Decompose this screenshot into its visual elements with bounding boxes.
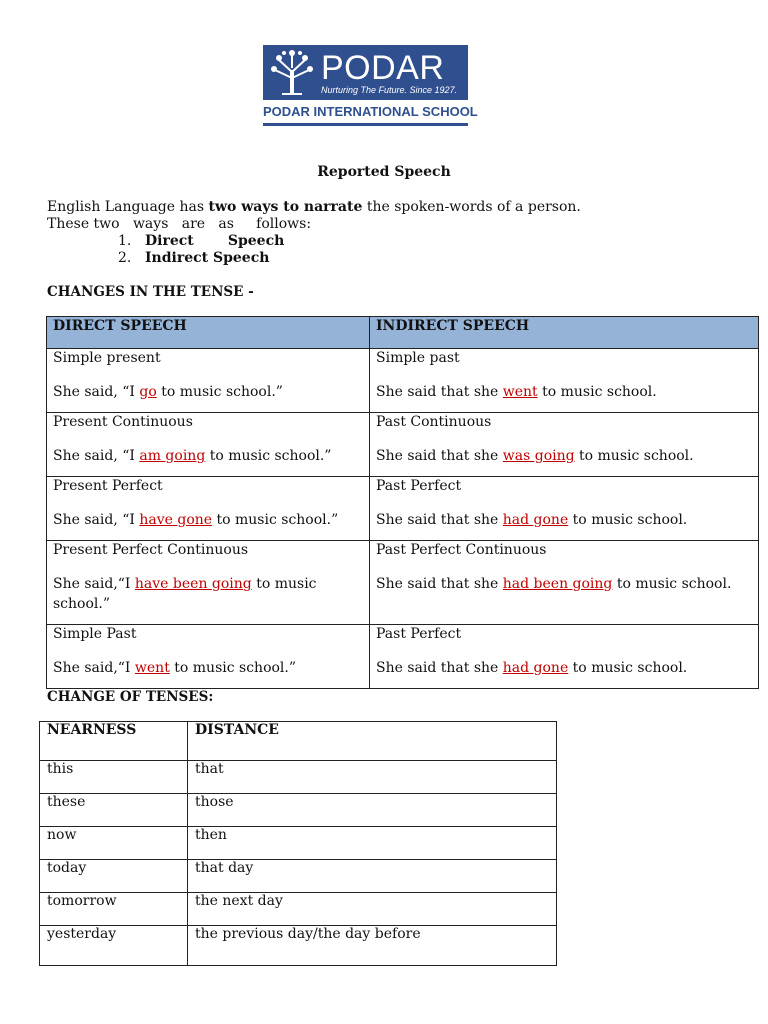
sentence-start: She said that she (376, 512, 503, 528)
tense-label: Simple present (53, 350, 161, 366)
highlighted-verb: had gone (502, 660, 569, 676)
example-sentence (53, 658, 363, 678)
direct-cell (47, 477, 370, 541)
intro-line-1 (47, 199, 581, 215)
direct-cell (47, 413, 370, 477)
direct-cell (47, 541, 370, 625)
example-sentence (376, 510, 752, 530)
highlighted-verb: go (139, 384, 157, 400)
header-nearness: NEARNESS (40, 722, 188, 761)
intro-line-2: These two ways are as follows: (47, 216, 312, 232)
nearness-cell: these (40, 794, 188, 827)
intro-bold-text: two ways to narrate (208, 199, 363, 215)
direct-cell (47, 349, 370, 413)
logo-underline (263, 123, 468, 126)
nearness-cell: tomorrow (40, 893, 188, 926)
distance-cell: that (188, 761, 557, 794)
intro-text-end: the spoken-words of a person. (362, 199, 581, 215)
highlighted-verb: have been going (134, 576, 252, 592)
header-indirect-speech: INDIRECT SPEECH (370, 317, 759, 349)
tense-label: Past Perfect Continuous (376, 542, 547, 558)
list-number: 1. (118, 233, 132, 249)
table-row (40, 794, 557, 827)
table-row (40, 926, 557, 966)
distance-cell: that day (188, 860, 557, 893)
header-distance: DISTANCE (188, 722, 557, 761)
list-item-indirect-speech: Indirect Speech (145, 250, 270, 266)
table-header-row (47, 317, 759, 349)
podar-logo (263, 45, 478, 127)
sentence-start: She said that she (376, 660, 503, 676)
distance-cell: the next day (188, 893, 557, 926)
tense-label: Present Continuous (53, 414, 193, 430)
sentence-end: to music school.” (212, 512, 339, 528)
sentence-start: She said, “I (53, 512, 140, 528)
table-header-row (40, 722, 557, 761)
example-sentence (53, 382, 363, 402)
brand-tagline: Nurturing The Future. Since 1927. (321, 85, 458, 95)
table-row (47, 625, 759, 689)
highlighted-verb: had gone (502, 512, 569, 528)
sentence-end: to music school. (568, 512, 688, 528)
table-row (47, 477, 759, 541)
intro-text: English Language has (47, 199, 209, 215)
indirect-cell (370, 541, 759, 625)
indirect-cell (370, 477, 759, 541)
nearness-cell: this (40, 761, 188, 794)
sentence-start: She said,“I (53, 660, 135, 676)
table-row (47, 541, 759, 625)
tree-icon (267, 48, 317, 97)
highlighted-verb: went (134, 660, 170, 676)
sentence-end: to music school.” (53, 576, 317, 612)
page-title: Reported Speech (317, 164, 451, 180)
example-sentence (376, 382, 752, 402)
highlighted-verb: am going (139, 448, 206, 464)
distance-cell: those (188, 794, 557, 827)
tense-label: Past Perfect (376, 626, 462, 642)
sentence-end: to music school.” (205, 448, 332, 464)
sentence-start: She said that she (376, 576, 503, 592)
tense-table (46, 316, 759, 689)
tense-heading: CHANGES IN THE TENSE - (47, 284, 254, 300)
tense-label: Present Perfect (53, 478, 163, 494)
distance-cell: then (188, 827, 557, 860)
sentence-end: to music school.” (156, 384, 283, 400)
sentence-start: She said, “I (53, 448, 140, 464)
sentence-end: to music school. (574, 448, 694, 464)
nearness-cell: yesterday (40, 926, 188, 966)
nearness-cell: today (40, 860, 188, 893)
nearness-distance-table (39, 721, 557, 966)
example-sentence (376, 446, 752, 466)
example-sentence (53, 510, 363, 530)
sentence-end: to music school. (537, 384, 657, 400)
highlighted-verb: was going (502, 448, 575, 464)
sentence-end: to music school.” (169, 660, 297, 676)
example-sentence (53, 574, 363, 614)
sentence-end: to music school. (612, 576, 732, 592)
highlighted-verb: went (502, 384, 538, 400)
tense-label: Simple past (376, 350, 460, 366)
table-row (40, 827, 557, 860)
highlighted-verb: had been going (502, 576, 613, 592)
logo-banner (263, 45, 468, 100)
highlighted-verb: have gone (139, 512, 213, 528)
tense-label: Past Continuous (376, 414, 492, 430)
distance-cell: the previous day/the day before (188, 926, 557, 966)
indirect-cell (370, 349, 759, 413)
sentence-start: She said,“I (53, 576, 135, 592)
table-row (47, 413, 759, 477)
header-direct-speech: DIRECT SPEECH (47, 317, 370, 349)
indirect-cell (370, 625, 759, 689)
sentence-start: She said, “I (53, 384, 140, 400)
sentence-start: She said that she (376, 384, 503, 400)
tense-label: Present Perfect Continuous (53, 542, 249, 558)
example-sentence (53, 446, 363, 466)
sentence-end: to music school. (568, 660, 688, 676)
direct-cell (47, 625, 370, 689)
example-sentence (376, 658, 752, 678)
table-row (40, 893, 557, 926)
example-sentence (376, 574, 752, 594)
brand-name: PODAR (321, 49, 445, 87)
table-row (40, 860, 557, 893)
list-number: 2. (118, 250, 132, 266)
indirect-cell (370, 413, 759, 477)
sentence-start: She said that she (376, 448, 503, 464)
tense-label: Simple Past (53, 626, 137, 642)
tense-label: Past Perfect (376, 478, 462, 494)
change-of-tenses-heading: CHANGE OF TENSES: (47, 689, 214, 705)
list-item-direct-speech: Direct Speech (145, 233, 285, 249)
table-row (40, 761, 557, 794)
school-name: PODAR INTERNATIONAL SCHOOL (263, 104, 478, 119)
nearness-cell: now (40, 827, 188, 860)
table-row (47, 349, 759, 413)
